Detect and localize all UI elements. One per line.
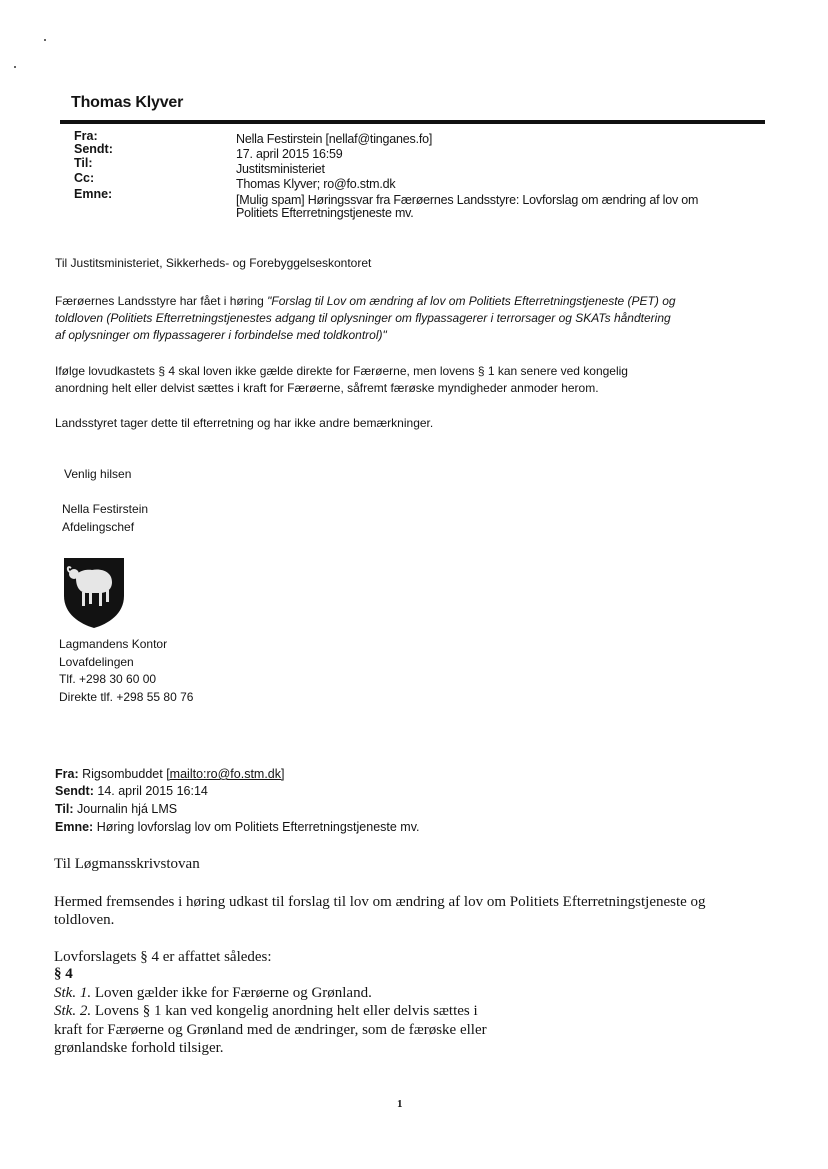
- to-label: Til:: [74, 156, 93, 170]
- mailbox-owner-name: Thomas Klyver: [71, 94, 184, 111]
- fwd-greeting: Til Løgmansskrivstovan: [54, 856, 200, 872]
- subject-label: Emne:: [74, 187, 113, 201]
- stk2-text-line3: grønlandske forhold tilsiger.: [54, 1040, 224, 1056]
- forwarded-from-line: [55, 766, 284, 783]
- scan-speck: [14, 66, 16, 68]
- fwd-para1-line2: toldloven.: [54, 912, 115, 928]
- stk2-line: [54, 1002, 478, 1020]
- signature-name: Nella Festirstein: [62, 502, 149, 516]
- from-label: Fra:: [74, 129, 98, 143]
- fwd-mailto-link[interactable]: [mailto:ro@fo.stm.dk]: [166, 767, 285, 781]
- forwarded-subject-line: [55, 819, 420, 836]
- fwd-para1-line1: Hermed fremsendes i høring udkast til forslag til lov om ændring af lov om Politiets Efterretningstjeneste og: [54, 894, 706, 910]
- org-line2: Lovafdelingen: [59, 655, 134, 669]
- greeting: Til Justitsministeriet, Sikkerheds- og Forebyggelseskontoret: [55, 256, 372, 270]
- sent-label: Sendt:: [74, 142, 113, 156]
- para1-quote-line1: "Forslag til Lov om ændring af lov om Politiets Efterretningstjeneste (PET) og: [267, 294, 676, 308]
- fwd-to-value: Journalin hjá LMS: [77, 802, 178, 816]
- header-rule: [60, 120, 765, 124]
- stk2-text-line1: Lovens § 1 kan ved kongelig anordning helt eller delvis sættes i: [94, 1003, 478, 1019]
- para1-prefix: Færøernes Landsstyre har fået i høring: [55, 294, 264, 308]
- stk2-text-line2: kraft for Færøerne og Grønland med de ændringer, som de færøske eller: [54, 1022, 487, 1038]
- stk2-label: Stk. 2.: [54, 1003, 92, 1019]
- forwarded-to-line: [55, 801, 177, 818]
- to-value: Justitsministeriet: [236, 162, 325, 176]
- stk1-label: Stk. 1.: [54, 985, 92, 1001]
- fwd-from-label: Fra:: [55, 767, 79, 781]
- sent-value: 17. april 2015 16:59: [236, 147, 343, 161]
- fwd-sent-label: Sendt:: [55, 784, 94, 798]
- fwd-sent-value: 14. april 2015 16:14: [97, 784, 208, 798]
- fwd-para2: Lovforslagets § 4 er affattet således:: [54, 949, 272, 965]
- from-value: Nella Festirstein [nellaf@tinganes.fo]: [236, 132, 433, 146]
- para1-quote-line3: af oplysninger om flypassagerer i forbindelse med toldkontrol)": [55, 328, 387, 342]
- fwd-from-value: Rigsombuddet: [82, 767, 163, 781]
- subject-value-line2: Politiets Efterretningstjeneste mv.: [236, 206, 414, 220]
- forwarded-sent-line: [55, 783, 208, 800]
- stk1-line: [54, 984, 372, 1002]
- scan-speck: [44, 39, 46, 41]
- section-heading: § 4: [54, 966, 73, 982]
- page-number: 1: [397, 1098, 403, 1110]
- para2-line1: Ifølge lovudkastets § 4 skal loven ikke gælde direkte for Færøerne, men lovens § 1 kan senere ved kongelig: [55, 364, 628, 378]
- subject-value-line1: [Mulig spam] Høringssvar fra Færøernes Landsstyre: Lovforslag om ændring af lov om: [236, 193, 699, 207]
- para1-quote-line2: toldloven (Politiets Efterretningstjenestes adgang til oplysninger om flypassagerer i terrorsager og SKATs håndtering: [55, 311, 671, 325]
- stk1-text: Loven gælder ikke for Færøerne og Grønland.: [94, 985, 372, 1001]
- org-direct-phone: Direkte tlf. +298 55 80 76: [59, 690, 194, 704]
- cc-value: Thomas Klyver; ro@fo.stm.dk: [236, 177, 396, 191]
- fwd-to-label: Til:: [55, 802, 74, 816]
- faroe-coat-of-arms-icon: [62, 556, 126, 630]
- org-line1: Lagmandens Kontor: [59, 637, 168, 651]
- org-phone: Tlf. +298 30 60 00: [59, 672, 157, 686]
- cc-label: Cc:: [74, 171, 95, 185]
- closing: Venlig hilsen: [64, 467, 132, 481]
- body-paragraph-1: [55, 292, 775, 310]
- para2-line2: anordning helt eller delvist sættes i kraft for Færøerne, såfremt færøske myndigheder anmoder herom.: [55, 381, 599, 395]
- para3: Landsstyret tager dette til efterretning og har ikke andre bemærkninger.: [55, 416, 434, 430]
- signature-title: Afdelingschef: [62, 520, 135, 534]
- fwd-subject-label: Emne:: [55, 820, 94, 834]
- fwd-subject-value: Høring lovforslag lov om Politiets Efterretningstjeneste mv.: [96, 820, 420, 834]
